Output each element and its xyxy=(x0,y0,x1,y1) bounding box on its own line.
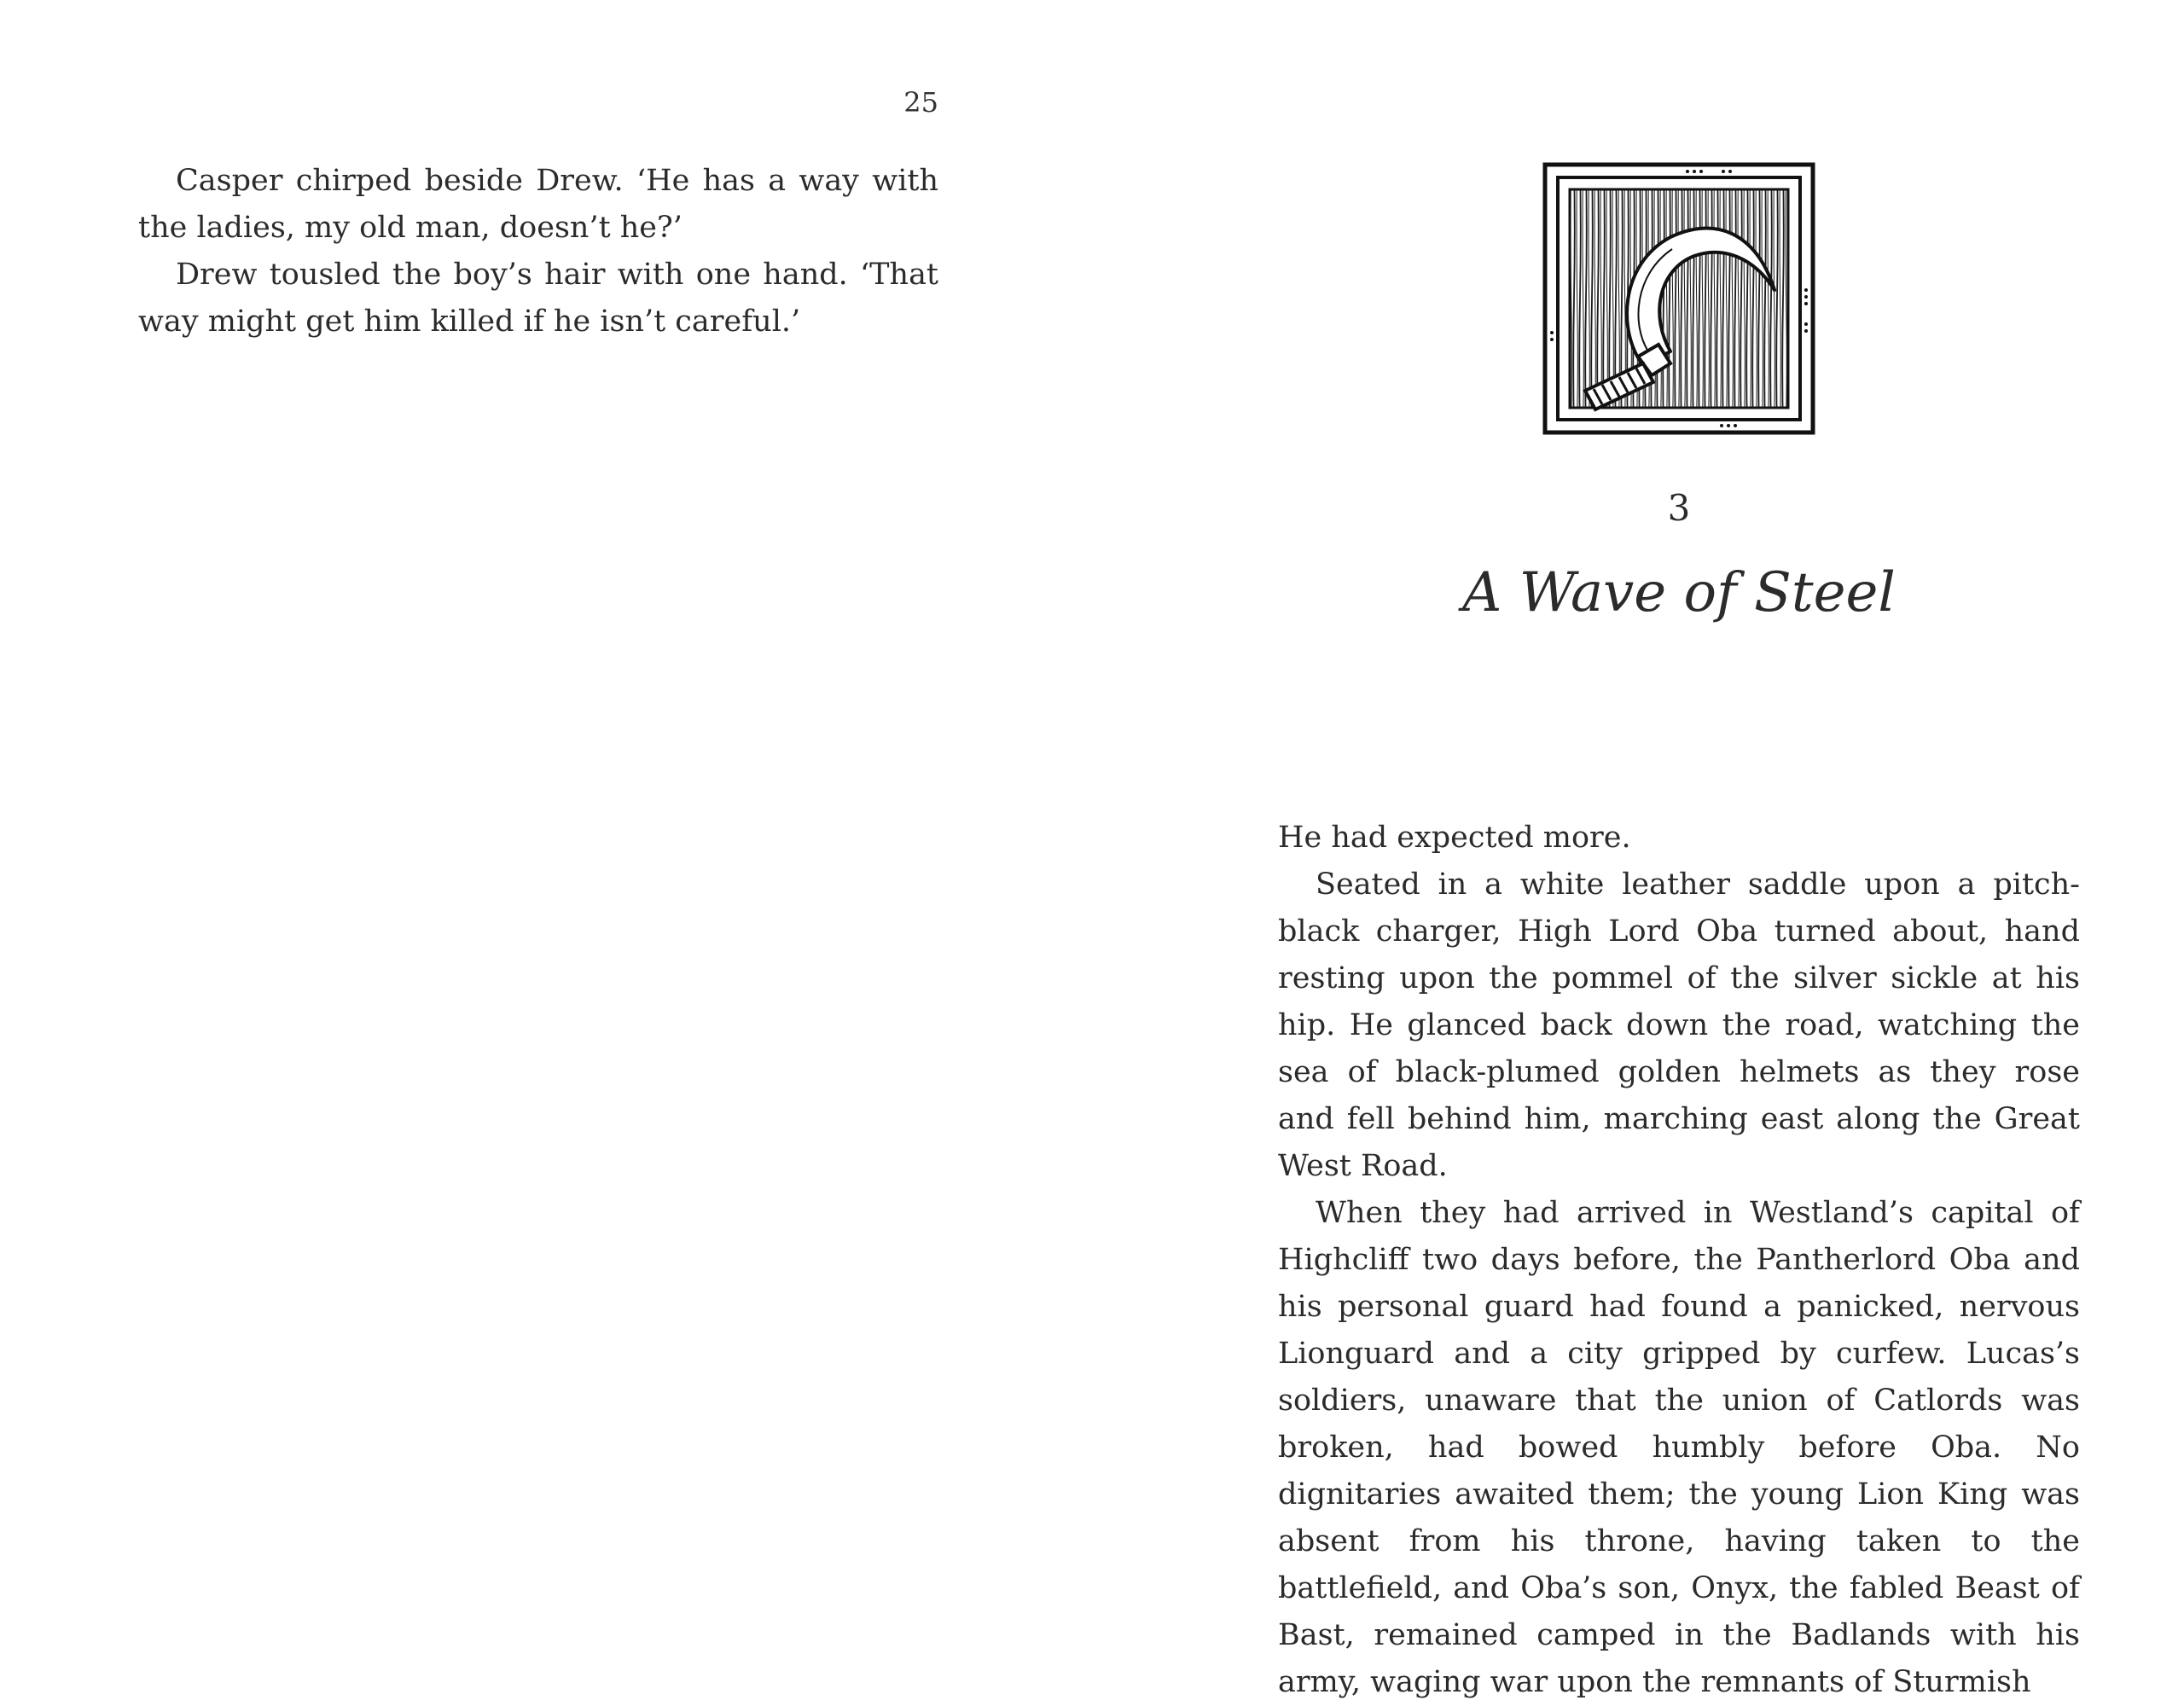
paragraph: He had expected more. xyxy=(1278,821,1631,855)
left-page xyxy=(0,0,1092,1676)
sickle-icon xyxy=(1542,162,1815,435)
right-page-body xyxy=(1278,815,2080,1706)
paragraph: When they had arrived in Westland’s capital of Highcliff two days before, the Pantherlord Oba and his personal guard had found a panicked, nervous Lionguard and a city gripped by curfew. Lucas’s soldiers, unaware that the union of Catlords was broken, had bowed humbly before Oba. No dignitaries awaited them; the young Lion King was absent from his throne, having taken to the battlefield, and Oba’s son, Onyx, the fabled Beast of Bast, remained camped in the Badlands with his army, waging war upon the remnants of Sturmish xyxy=(1278,1196,2080,1699)
chapter-title: A Wave of Steel xyxy=(1462,561,1896,624)
paragraph: Seated in a white leather saddle upon a pitch-black charger, High Lord Oba turned about, hand resting upon the pommel of the silver sickle at his hip. He glanced back down the road, watching the sea of black-plumed golden helmets as they rose and fell behind him, marching east along the Great West Road. xyxy=(1278,868,2080,1183)
chapter-number: 3 xyxy=(1667,487,1691,529)
paragraph: Casper chirped beside Drew. ‘He has a way with the ladies, my old man, doesn’t he?’ xyxy=(138,164,938,245)
paragraph: Drew tousled the boy’s hair with one hand. ‘That way might get him killed if he isn’t careful.’ xyxy=(138,258,938,339)
page-number: 25 xyxy=(903,86,938,119)
left-page-body xyxy=(138,158,938,345)
